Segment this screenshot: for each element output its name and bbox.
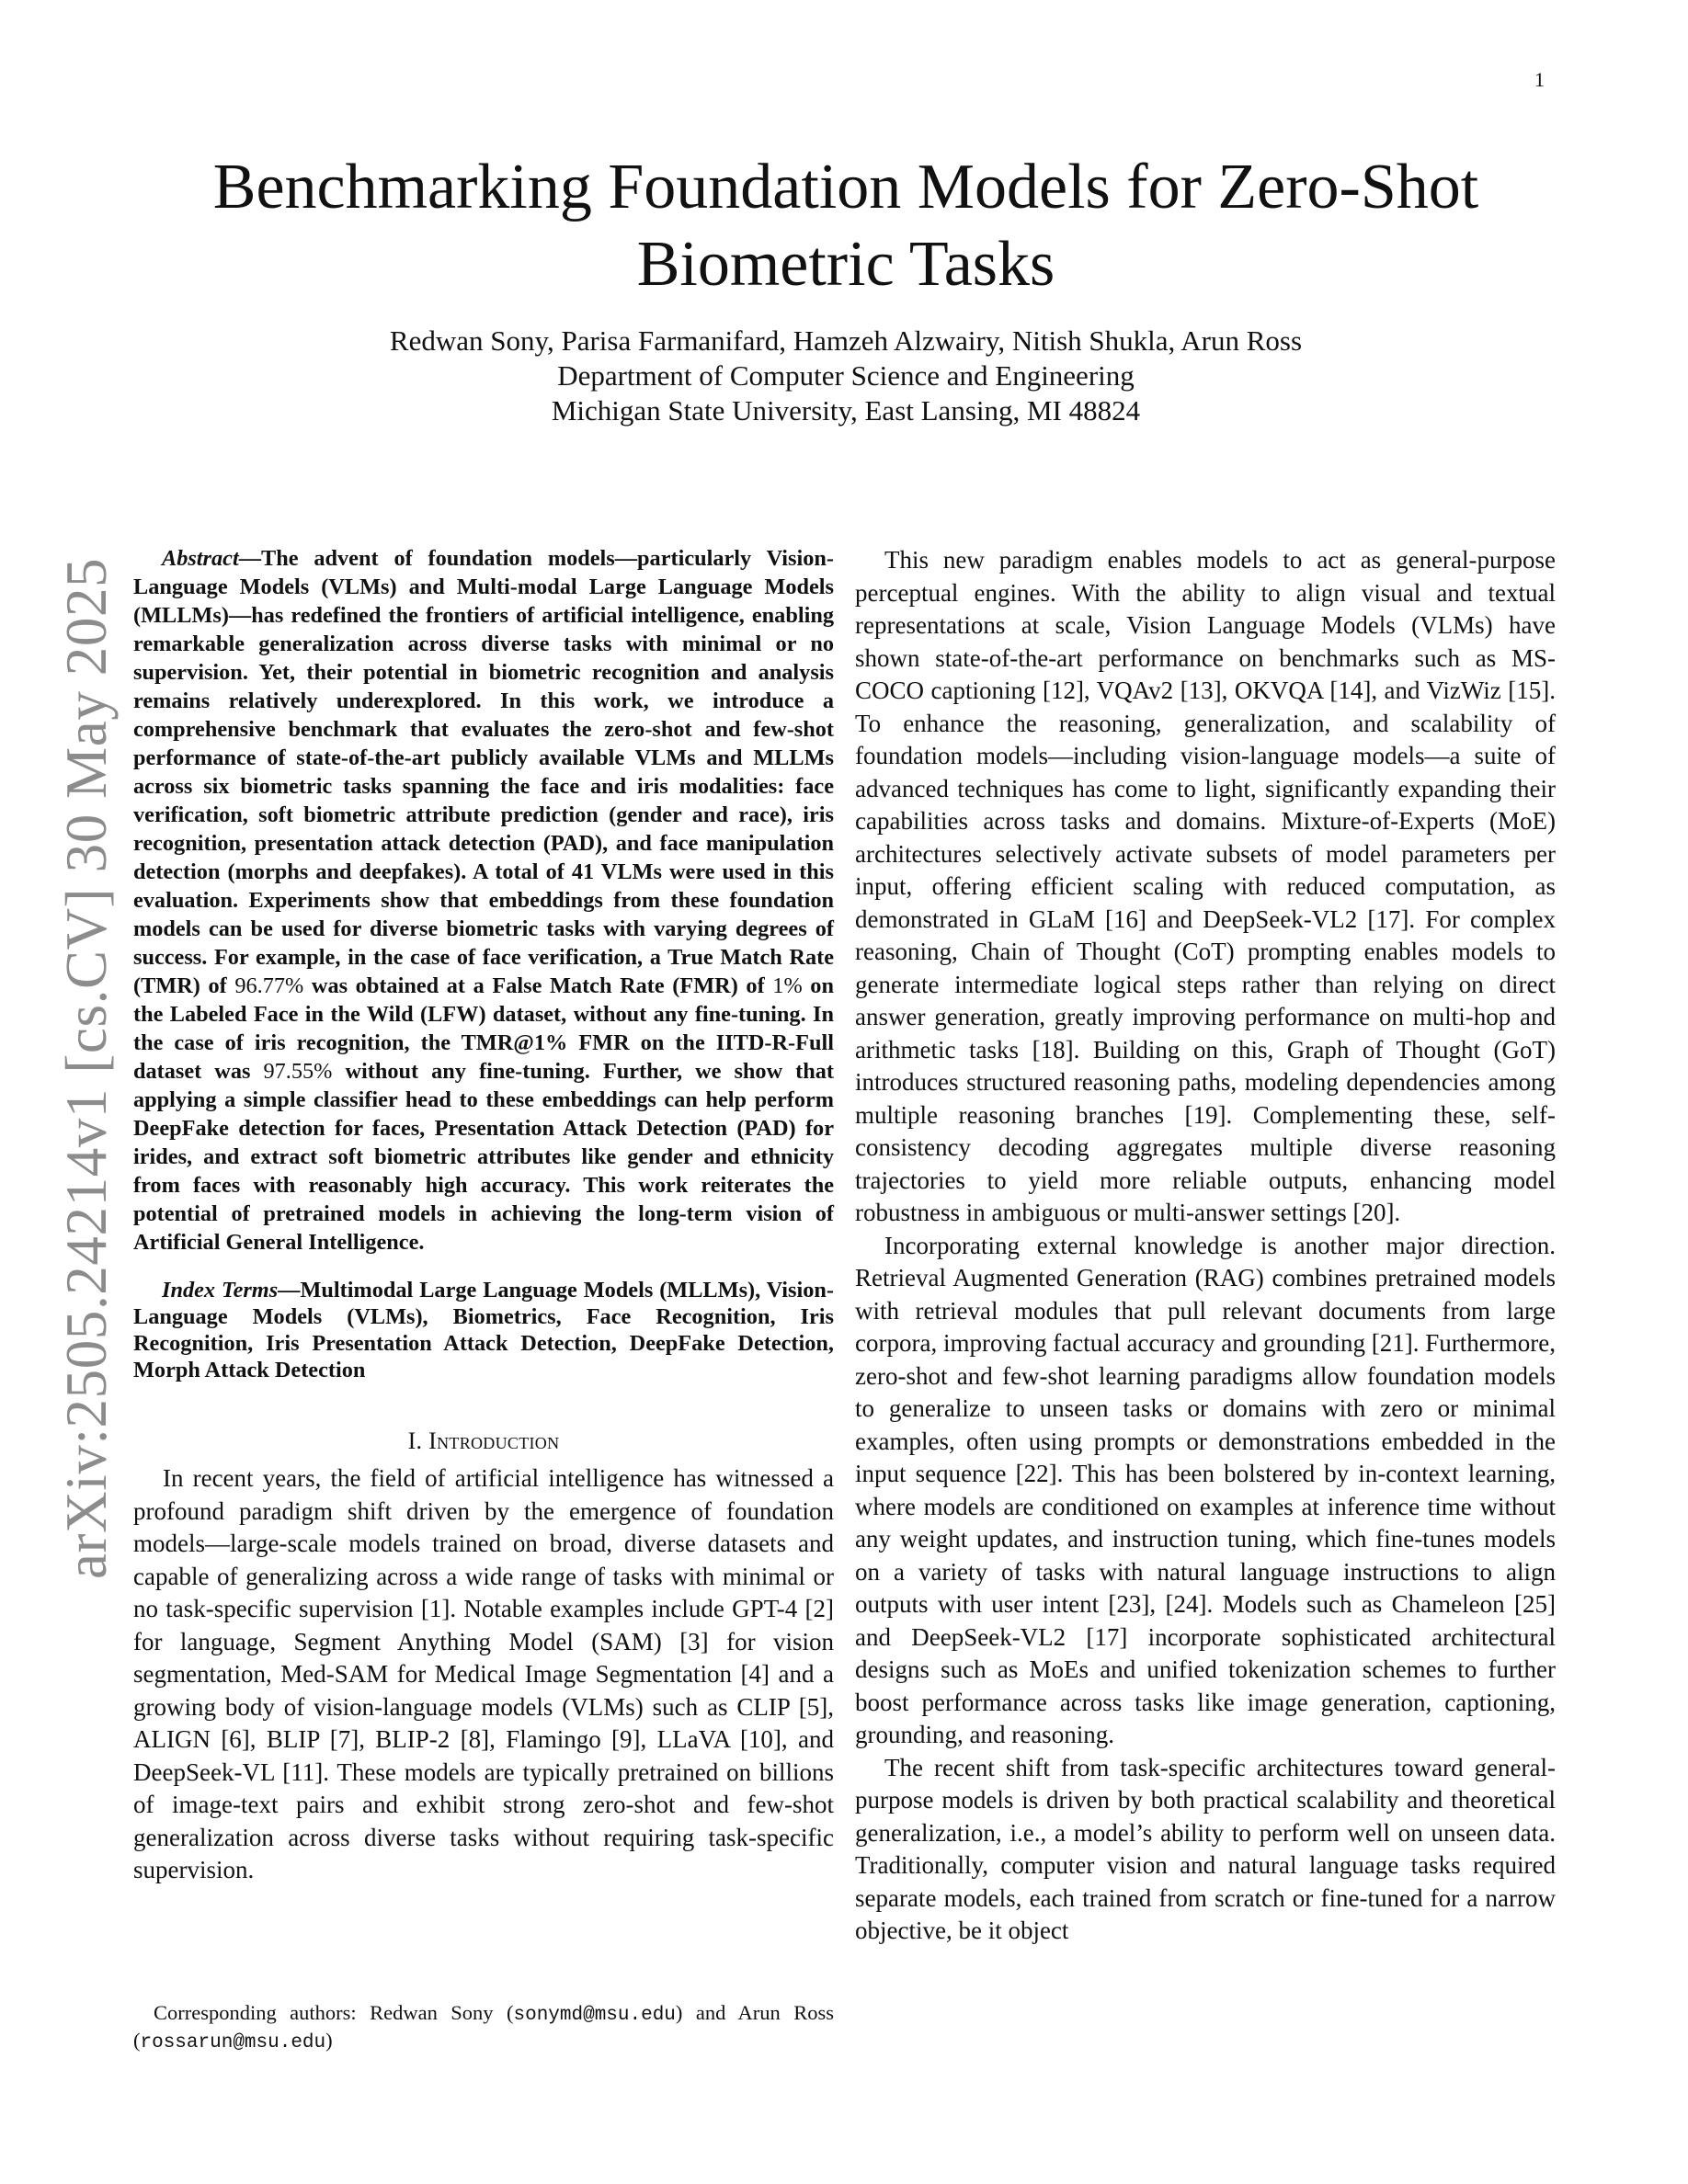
paper-title: Benchmarking Foundation Models for Zero-Shot Biometric Tasks [212, 152, 1479, 300]
index-terms-label: Index Terms [162, 1278, 279, 1302]
author-department: Department of Computer Science and Engineering [557, 359, 1135, 392]
abstract-text-4: without any fine-tuning. Further, we show that applying a simple classifier head to these embeddings can help perform DeepFake detection for faces, Presentation Attack Detection (PAD) for irides, and extract soft biometric attributes like gender and ethnicity from faces with reasonably high accuracy. This work reiterates the potential of pretrained models in achieving the long-term vision of Artificial General Intelligence. [133, 1059, 835, 1255]
abstract-tmr-value: 96.77% [234, 973, 304, 998]
corresponding-authors-footnote [133, 2000, 834, 2055]
left-column [133, 544, 834, 1887]
author-names: Redwan Sony, Parisa Farmanifard, Hamzeh Alzwairy, Nitish Shukla, Arun Ross [389, 324, 1303, 357]
arxiv-identifier-stamp: arXiv:2505.24214v1 [cs.CV] 30 May 2025 [54, 557, 119, 1579]
right-column [855, 544, 1556, 1948]
abstract-text-2: was obtained at a False Match Rate (FMR) of [303, 973, 773, 998]
right-paragraph-2: Incorporating external knowledge is another major direction. Retrieval Augmented Generation (RAG) combines pretrained models with retrieval modules that pull relevant documents from large corpora, improving factual accuracy and grounding [21]. Furthermore, zero-shot and few-shot learning paradigms allow foundation models to generalize to unseen tasks or domains with zero or minimal examples, often using prompts or demonstrations embedded in the input sequence [22]. This has been bolstered by in-context learning, where models are conditioned on examples at inference time without any weight updates, and instruction tuning, which fine-tunes models on a variety of tasks with natural language instructions to align outputs with user intent [23], [24]. Models such as Chameleon [25] and DeepSeek-VL2 [17] incorporate sophisticated architectural designs such as MoEs and unified tokenization schemes to further boost performance across tasks like image generation, captioning, grounding, and reasoning. [855, 1231, 1556, 1748]
abstract-iris-value: 97.55% [263, 1059, 333, 1084]
footnote-email-ross[interactable]: rossarun@msu.edu [140, 2032, 326, 2053]
abstract-text-3: on the Labeled Face in the Wild (LFW) dataset, without any fine-tuning. In the case of iris recognition, the TMR@1% FMR on the IITD-R-Full dataset was [133, 973, 834, 1084]
right-paragraph-3: The recent shift from task-specific architectures toward general-purpose models is driven by both practical scalability and theoretical generalization, i.e., a model’s ability to perform well on unseen data. Traditionally, computer vision and natural language tasks required separate models, each trained from scratch or fine-tuned for a narrow objective, be it object [855, 1753, 1556, 1944]
abstract-fmr-value: 1% [772, 973, 803, 998]
abstract-text-1: The advent of foundation models—particularly Vision-Language Models (VLMs) and Multi-modal Large Language Models (MLLMs)—has redefined the frontiers of artificial intelligence, enabling remarkable generalization across diverse tasks with minimal or no supervision. Yet, their potential in biometric recognition and analysis remains relatively underexplored. In this work, we introduce a comprehensive benchmark that evaluates the zero-shot and few-shot performance of state-of-the-art publicly available VLMs and MLLMs across six biometric tasks spanning the face and iris modalities: face verification, soft biometric attribute prediction (gender and race), iris recognition, presentation attack detection (PAD), and face manipulation detection (morphs and deepfakes). A total of 41 VLMs were used in this evaluation. Experiments show that embeddings from these foundation models can be used for diverse biometric tasks with varying degrees of success. For example, in the case of face verification, a True Match Rate (TMR) of [133, 546, 834, 998]
author-affiliation: Michigan State University, East Lansing, MI 48824 [551, 394, 1141, 427]
author-block [147, 324, 1545, 428]
page-number: 1 [1534, 68, 1545, 91]
footnote-email-sony[interactable]: sonymd@msu.edu [513, 2005, 676, 2026]
abstract-dash: — [238, 546, 261, 571]
abstract [133, 544, 834, 1257]
index-terms [133, 1277, 834, 1383]
footnote-text-3: ) [325, 2029, 333, 2052]
introduction-paragraph-1: In recent years, the field of artificial intelligence has witnessed a profound paradigm shift driven by the emergence of foundation models—large-scale models trained on broad, diverse datasets and capable of generalizing across a wide range of tasks with minimal or no task-specific supervision [1]. Notable examples include GPT-4 [2] for language, Segment Anything Model (SAM) [3] for vision segmentation, Med-SAM for Medical Image Segmentation [4] and a growing body of vision-language models (VLMs) such as CLIP [5], ALIGN [6], BLIP [7], BLIP-2 [8], Flamingo [9], LLaVA [10], and DeepSeek-VL [11]. These models are typically pretrained on billions of image-text pairs and exhibit strong zero-shot and few-shot generalization across diverse tasks without requiring task-specific supervision. [133, 1464, 834, 1883]
index-terms-text: Multimodal Large Language Models (MLLMs), Vision-Language Models (VLMs), Biometrics, Face Recognition, Iris Recognition, Iris Presentation Attack Detection, DeepFake Detection, Morph Attack Detection [133, 1278, 835, 1382]
footnote-text-1: Corresponding authors: Redwan Sony ( [154, 2001, 514, 2024]
abstract-label: Abstract [162, 546, 239, 571]
index-terms-dash: — [278, 1278, 301, 1302]
footnote-text-2: ) and Arun Ross ( [133, 2001, 834, 2052]
section-heading-introduction: I. Introduction [407, 1428, 560, 1454]
right-paragraph-1: This new paradigm enables models to act as general-purpose perceptual engines. With the ability to align visual and textual representations at scale, Vision Language Models (VLMs) have shown state-of-the-art performance on benchmarks such as MS-COCO captioning [12], VQAv2 [13], OKVQA [14], and VizWiz [15]. To enhance the reasoning, generalization, and scalability of foundation models—including vision-language models—a suite of advanced techniques has come to light, significantly expanding their capabilities across tasks and domains. Mixture-of-Experts (MoE) architectures selectively activate subsets of model parameters per input, offering efficient scaling with reduced computation, as demonstrated in GLaM [16] and DeepSeek-VL2 [17]. For complex reasoning, Chain of Thought (CoT) prompting enables models to generate intermediate logical steps rather than relying on direct answer generation, greatly improving performance on multi-hop and arithmetic tasks [18]. Building on this, Graph of Thought (GoT) introduces structured reasoning paths, modeling dependencies among multiple reasoning branches [19]. Complementing these, self-consistency decoding aggregates multiple diverse reasoning trajectories to yield more reliable outputs, enhancing model robustness in ambiguous or multi-answer settings [20]. [855, 546, 1556, 1226]
